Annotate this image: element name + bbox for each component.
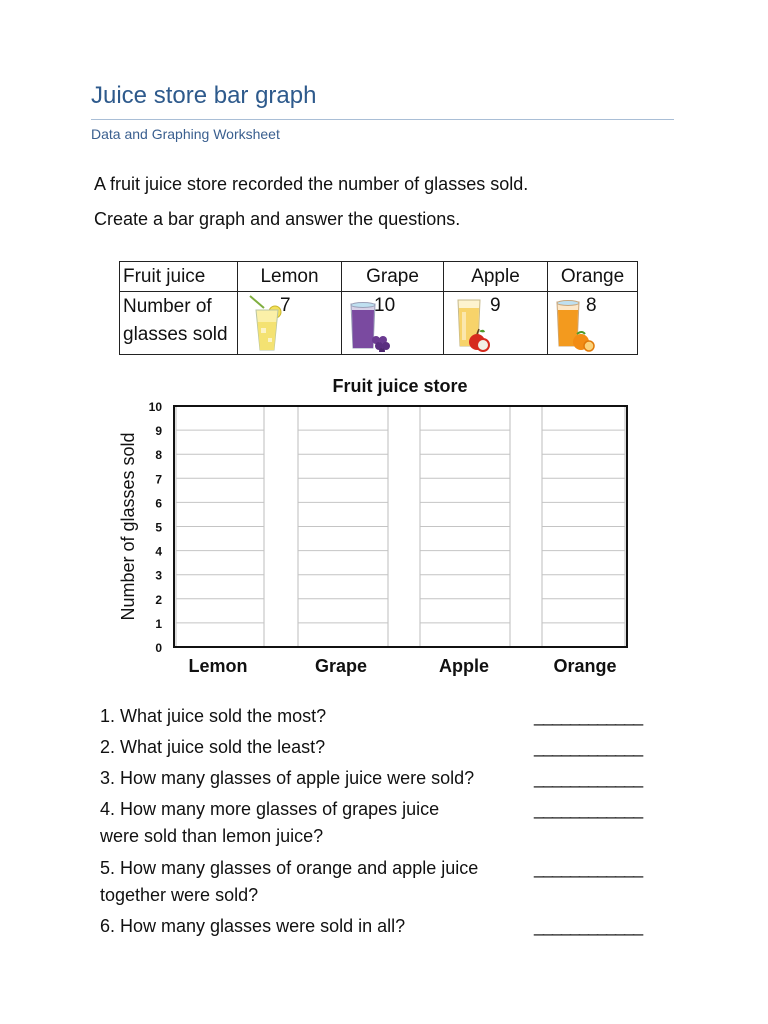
table-header-row <box>120 262 638 292</box>
bar-chart <box>0 360 768 690</box>
table-cell-grape <box>342 292 444 355</box>
y-tick-0: 0 <box>155 641 162 655</box>
y-tick-9: 9 <box>155 424 162 439</box>
table-row-label <box>120 292 238 355</box>
row-label-line-1: Number of <box>123 296 212 317</box>
table-header-grape: Grape <box>342 262 444 292</box>
juice-data-table <box>119 261 638 355</box>
table-header-label: Fruit juice <box>120 262 238 292</box>
chart-title: Fruit juice store <box>332 376 468 396</box>
y-tick-3: 3 <box>155 568 162 583</box>
question-text: 5. How many glasses of orange and apple juice <box>100 858 479 878</box>
answer-blank[interactable]: ____________ <box>534 916 643 936</box>
y-tick-6: 6 <box>155 496 162 511</box>
x-tick-grape: Grape <box>314 656 368 676</box>
intro-line-2: Create a bar graph and answer the questions. <box>94 209 461 229</box>
x-tick-orange: Orange <box>553 656 617 676</box>
answer-blank[interactable]: ____________ <box>534 768 643 788</box>
y-tick-8: 8 <box>155 448 162 463</box>
page-title: Juice store bar graph <box>91 82 317 109</box>
intro-line-1: A fruit juice store recorded the number of glasses sold. <box>94 174 529 194</box>
apple-juice-icon <box>450 294 494 352</box>
question-text: 1. What juice sold the most? <box>100 706 327 726</box>
y-tick-10: 10 <box>148 400 162 414</box>
answer-blank[interactable]: ____________ <box>534 737 643 757</box>
y-tick-1: 1 <box>155 616 162 631</box>
table-header-apple: Apple <box>444 262 548 292</box>
y-tick-5: 5 <box>155 520 162 535</box>
count-grape: 10 <box>374 295 396 316</box>
answer-blank[interactable]: ____________ <box>534 858 643 878</box>
table-cell-lemon <box>238 292 342 355</box>
question-text: 6. How many glasses were sold in all? <box>100 916 406 936</box>
table-count-row <box>120 292 638 355</box>
table-header-orange: Orange <box>548 262 638 292</box>
y-tick-2: 2 <box>155 592 162 607</box>
x-tick-apple: Apple <box>438 656 490 676</box>
question-text-continued: were sold than lemon juice? <box>100 826 324 846</box>
question-text: 3. How many glasses of apple juice were sold? <box>100 768 475 788</box>
y-tick-7: 7 <box>155 472 162 487</box>
y-tick-4: 4 <box>155 544 162 559</box>
count-lemon: 7 <box>280 295 291 316</box>
page-subtitle: Data and Graphing Worksheet <box>91 126 280 142</box>
question-text-continued: together were sold? <box>100 885 259 905</box>
row-label-line-2: glasses sold <box>123 324 228 345</box>
x-tick-lemon: Lemon <box>188 656 248 676</box>
table-cell-orange <box>548 292 638 355</box>
question-text: 4. How many more glasses of grapes juice <box>100 799 440 819</box>
count-apple: 9 <box>490 295 501 316</box>
question-text: 2. What juice sold the least? <box>100 737 326 757</box>
y-axis-label: Number of glasses sold <box>118 432 138 621</box>
table-header-lemon: Lemon <box>238 262 342 292</box>
count-orange: 8 <box>586 295 597 316</box>
answer-blank[interactable]: ____________ <box>534 799 643 819</box>
table-cell-apple <box>444 292 548 355</box>
answer-blank[interactable]: ____________ <box>534 706 643 726</box>
title-divider <box>91 119 674 120</box>
